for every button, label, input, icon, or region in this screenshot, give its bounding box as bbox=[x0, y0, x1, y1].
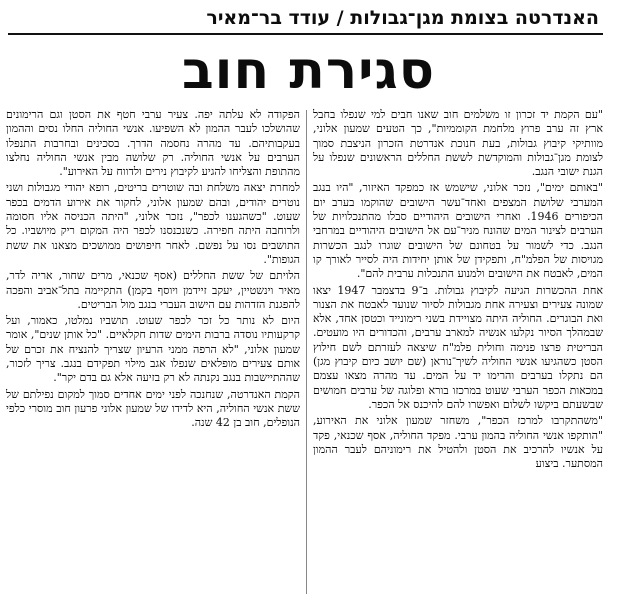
paragraph: "באותם ימים", נזכר אלוני, שישמש אז כמפקד האיזור, "היו בנגב המערבי שלושת המצפים ואחד־עשר הישובים שהוקמו בערב יום הכיפורים 1946. ואחרי הישובים היהודיים סבלו מהתנכלויות של הערבים לצינור המים שהונח מניר־עם אל הישובים היהודיים במרחבי הנגב. כדי לשמור על בטחונם של הישובים שוגרו לנגב הכשרות מגויסות של הפלמ"ח, ותפקידן של אותן יחידות היה לסייר לאורך קו המים, לאבטח את הישובים ולמנוע התנכלות ערבית להם". bbox=[313, 181, 603, 281]
paragraph: הקמת האנדרטה, שנחנכה לפני ימים אחדים סמוך למקום נפילתם של ששת אנשי החוליה, היא לדידו של שמעון אלוני פרעון חוב מוסרי כלפי הנופלים, חוב בן 42 שנה. bbox=[6, 387, 300, 430]
column-divider bbox=[306, 110, 307, 594]
article-kicker-byline: האנדרטה בצומת מגן־גבולות / עודד בר־מאיר bbox=[206, 7, 599, 29]
kicker-rule bbox=[8, 33, 603, 35]
paragraph: הלויתם של ששת החללים (אסף שכנאי, מרים שחור, אריה לדר, מאיר וינשטיין, יעקב זיידמן ויוסף בקמן) התקיימה בתל־אביב והפכה להפגנת הזדהות עם הישוב העברי בנגב מול הבריטים. bbox=[6, 269, 300, 311]
article-column-right bbox=[313, 108, 603, 598]
paragraph: "משהתקרבו למרכז הכפר", משחזר שמעון אלוני את האירוע, "הותקפו אנשי החוליה בהמון ערבי. מפקד החוליה, אסף שכנאי, פקד על אנשיו להרכיב את הסטן ולהטיל את רימוניהם לעבר ההמון המסתער. ביצוע bbox=[313, 414, 603, 471]
paragraph: "עם הקמת יד זכרון זו משלמים חוב שאנו חבים למי שנפלו בחבל ארץ זה ערב פרוץ מלחמת הקוממיות", כך הטעים שמעון אלוני, מוותיקי קיבוץ גבולות, בעת חנוכת אנדרטת הזכרון הניצבת סמוך לצומת מגן־גבולות והמוקדשת לששת החללים הראשונים שנפלו על הגנת ישובי הנגב. bbox=[313, 108, 603, 179]
paragraph: למחרת יצאה משלחת ובה שוטרים בריטים, רופא יהודי מגבולות ושני נוטרים יהודים, ובהם שמעון אלוני, לחקור את אירוע הדמים בכפר שעוט. "כשהגענו לכפר", נזכר אלוני, "היתה הכניסה אליו חסומה ולרוחבה היתה חפירה. כשנכנסנו לכפר היה המקום ריק מיושביו. כל התושבים נסו על נפשם. לאחר חיפושים ממושכים מצאנו את ששת הגופות". bbox=[6, 181, 300, 266]
article-headline: סגירת חוב bbox=[181, 41, 436, 101]
paragraph: הפקודה לא עלתה יפה. צעיר ערבי חטף את הסטן וגם הרימונים שהושלכו לעבר ההמון לא השפיעו. אנשי החוליה החלו נסים וההמון בעקבותיהם. עד מהרה נחסמה הדרך. בסכינים ובחרבות התנפלו הערבים על אנשי החוליה. רק שלושה מבין אנשי החוליה נחלצו מהתופת והצליחו להגיע לקיבוץ נירים ולדווח על האירוע". bbox=[6, 108, 300, 179]
paragraph: היום לא נותר כל זכר לכפר שעוט. תושביו נמלטו, כאמור, ועל קרקעותיו נוסדה ברבות הימים שדות חקלאיים. "כל אותן שנים", אומר שמעון אלוני, "לא הרפה ממני הרעיון שצריך להנציח את זכרם של אותם צעירים מופלאים שנפלו אגב מילוי תפקידם בנגב. צריך לזכור, שההתיישבות בנגב נקנתה לא רק בזיעה אלא גם בדם יקר". bbox=[6, 314, 300, 385]
paragraph: אחת ההכשרות הגיעה לקיבוץ גבולות. ב־9 בדצמבר 1947 יצאו שמונה צעירים וצעירה אחת מגבולות לסיור שנועד לאבטח את הצנור ואת הבוגרים. החוליה היתה מצויידת בשני רימונייד וכטסן אחד, אלא שבמהלך הסיור נקלעו אנשיה למארב ערבים, והכדורים היו מועטים. הבריטית פרצו פנימה וחולית פלמ"ח שיצאה לעזרתם לשם חילוץ הסטן כשהגיעו אנשי החוליה לשיך־נוראן (שם יושב כיום קיבוץ מגן) הם נתקלו בערבים והרימו יד על המים. עד מהרה מצאו עצמם במכאות הכפר הערבי שעוט במרכזו בורא ופלוגה של ערבים חמושים שבשעתם ביקשו לשלום ואפשרו להם להיכנס אל הכפר. bbox=[313, 283, 603, 411]
article-column-left bbox=[6, 108, 300, 598]
